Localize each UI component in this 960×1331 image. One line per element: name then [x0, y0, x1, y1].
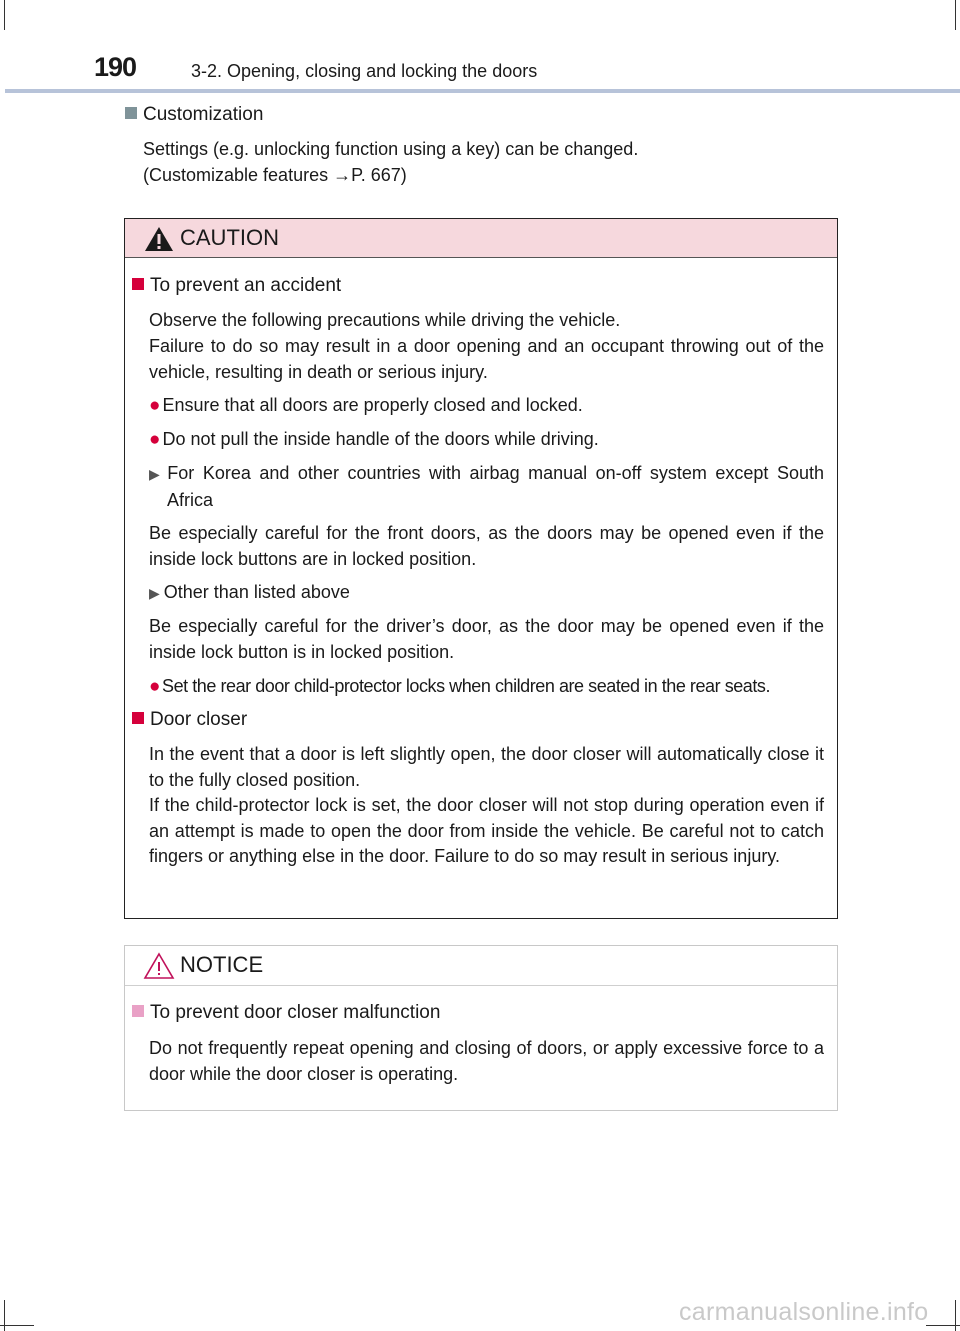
- triangle-arrow-icon: ▶: [149, 466, 164, 482]
- caution-section-heading-text: To prevent an accident: [150, 275, 342, 296]
- page-header: [0, 0, 960, 96]
- caution-header: [125, 219, 837, 258]
- footer-watermark: carmanualsonline.info: [679, 1298, 929, 1326]
- caution-box: [124, 218, 838, 919]
- warning-triangle-icon: [144, 226, 174, 252]
- triangle-arrow-icon: ▶: [149, 585, 160, 601]
- caution-bullet-text: Ensure that all doors are properly closed and locked.: [162, 395, 583, 415]
- caution-bullet-text: Set the rear door child-protector locks when children are seated in the rear seats.: [162, 676, 771, 696]
- bullet-circle-icon: ●: [149, 395, 161, 416]
- bullet-circle-icon: ●: [149, 676, 161, 697]
- bullet-circle-icon: ●: [149, 429, 161, 450]
- customization-heading: [125, 104, 263, 126]
- notice-heading: [132, 1002, 440, 1024]
- caution-bullet-item: [149, 674, 834, 700]
- customization-line-2: (Customizable features →P. 667): [143, 165, 407, 185]
- customization-line-1: Settings (e.g. unlocking function using a key) can be changed.: [143, 139, 639, 159]
- caution-sub-heading: [149, 580, 824, 607]
- notice-text: Do not frequently repeat opening and closing of doors, or apply excessive force to a door while the door closer is operating.: [149, 1038, 824, 1084]
- door-closer-text-1: In the event that a door is left slightly open, the door closer will automatically close it to the fully closed position.: [149, 744, 824, 790]
- notice-heading-text: To prevent door closer malfunction: [150, 1002, 441, 1023]
- caution-sub-text: Be especially careful for the front doors, as the doors may be opened even if the inside lock buttons are in locked position.: [149, 523, 824, 569]
- caution-intro: Observe the following precautions while driving the vehicle.: [149, 310, 621, 330]
- customization-heading-text: Customization: [143, 104, 264, 125]
- caution-sub-heading-text: For Korea and other countries with airbag manual on-off system except South Africa: [167, 463, 824, 510]
- notice-box: [124, 945, 838, 1111]
- caution-sub-text: Be especially careful for the driver’s door, as the door may be opened even if the inside lock button is in locked position.: [149, 616, 824, 662]
- page-number: 190: [94, 52, 137, 82]
- door-closer-heading: [132, 709, 247, 731]
- square-bullet-icon: [125, 107, 137, 119]
- caution-bullet-text: Do not pull the inside handle of the doors while driving.: [162, 429, 599, 449]
- caution-bullet-item: [149, 427, 824, 453]
- caution-failure-text: Failure to do so may result in a door opening and an occupant throwing out of the vehicle, resulting in death or serious injury.: [149, 336, 824, 382]
- square-bullet-icon: [132, 278, 144, 290]
- crop-mark: [926, 1325, 960, 1326]
- notice-label: NOTICE: [180, 952, 264, 977]
- caution-sub-heading-text: Other than listed above: [163, 582, 350, 602]
- warning-triangle-icon: [143, 952, 175, 980]
- header-rule: [5, 89, 960, 93]
- caution-section-heading: [132, 275, 341, 297]
- door-closer-heading-text: Door closer: [150, 709, 248, 730]
- crop-mark: [4, 1300, 5, 1331]
- square-bullet-icon: [132, 1005, 144, 1017]
- square-bullet-icon: [132, 712, 144, 724]
- caution-label: CAUTION: [180, 225, 279, 250]
- chapter-title: 3-2. Opening, closing and locking the doors: [191, 61, 538, 81]
- door-closer-text-2: If the child-protector lock is set, the door closer will not stop during operation even if an attempt is made to open the door from inside the vehicle. Be careful not to catch fingers or anything else in the door. Failure to do so may result in serious injury.: [149, 795, 824, 866]
- crop-mark: [955, 1300, 956, 1331]
- notice-header: [125, 946, 837, 986]
- caution-bullet-item: [149, 393, 824, 419]
- crop-mark: [0, 1325, 34, 1326]
- caution-sub-heading: [149, 461, 824, 513]
